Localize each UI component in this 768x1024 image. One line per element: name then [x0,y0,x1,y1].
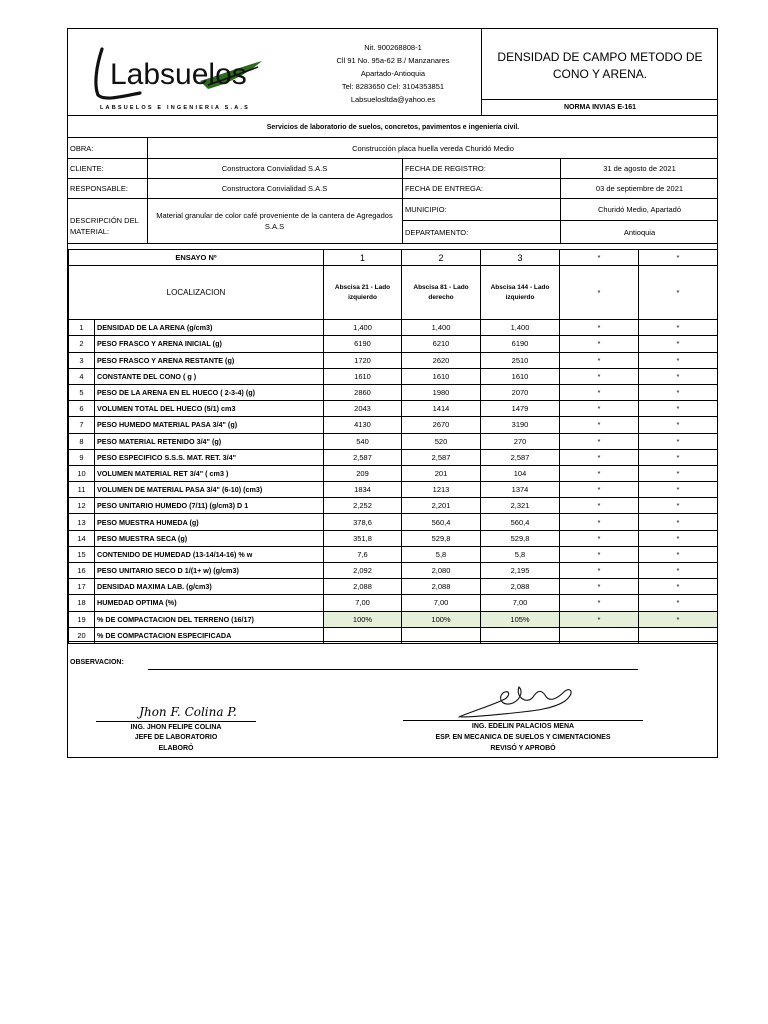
row-parameter: PESO MUESTRA SECA (g) [95,530,324,546]
localizacion-value: * [639,266,718,320]
row-value: * [560,563,639,579]
report-sheet [67,28,718,758]
row-number: 20 [69,627,95,643]
ensayo-label: ENSAYO Nº [69,250,324,266]
ensayo-number: 3 [481,250,560,266]
row-parameter: PESO MUESTRA HUMEDA (g) [95,514,324,530]
row-value: 1720 [324,352,402,368]
ensayo-number: * [639,250,718,266]
row-number: 15 [69,546,95,562]
row-parameter: PESO FRASCO Y ARENA INICIAL (g) [95,336,324,352]
table-row [69,546,718,562]
row-parameter: PESO ESPECIFICO S.S.S. MAT. RET. 3/4" [95,449,324,465]
row-value: 2,587 [402,449,481,465]
row-number: 1 [69,320,95,336]
row-value: * [639,465,718,481]
signature-scribble-icon [453,681,583,721]
departamento-label: DEPARTAMENTO: [405,227,469,237]
company-city: Apartado-Antioquia [360,69,426,78]
row-value: 7,00 [324,595,402,611]
row-value: 2510 [481,352,560,368]
row-value: 560,4 [402,514,481,530]
table-row [69,514,718,530]
localizacion-value: Abscisa 81 - Lado derecho [402,266,481,320]
row-value: * [639,336,718,352]
responsable-label: RESPONSABLE: [70,184,128,193]
row-value: 6190 [324,336,402,352]
row-number: 8 [69,433,95,449]
row-value: * [639,579,718,595]
departamento-value: Antioquia [623,227,656,237]
row-parameter: DENSIDAD DE LA ARENA (g/cm3) [95,320,324,336]
row-parameter: HUMEDAD OPTIMA (%) [95,595,324,611]
row-value: * [560,336,639,352]
row-value: 1610 [481,368,560,384]
row-value: * [560,595,639,611]
row-parameter: % DE COMPACTACION ESPECIFICADA [95,627,324,643]
row-value: * [639,546,718,562]
row-value: 2,201 [402,498,481,514]
row-parameter: VOLUMEN MATERIAL RET 3/4" ( cm3 ) [95,465,324,481]
row-value: 2,088 [402,579,481,595]
descripcion-label: DESCRIPCIÓN DEL MATERIAL: [70,216,139,236]
row-value: 105% [481,611,560,627]
row-parameter: VOLUMEN TOTAL DEL HUECO (5/1) cm3 [95,401,324,417]
row-value: 1610 [402,368,481,384]
table-row [69,611,718,627]
company-logo [80,37,270,115]
row-value: 270 [481,433,560,449]
row-value: 1374 [481,482,560,498]
row-value: * [639,449,718,465]
row-value: 6210 [402,336,481,352]
row-value: 529,8 [481,530,560,546]
row-parameter: CONSTANTE DEL CONO ( g ) [95,368,324,384]
row-value: * [560,417,639,433]
row-value: 100% [324,611,402,627]
left-signature-script: Jhon F. Colina P. [139,705,237,719]
fecha-entrega-value: 03 de septiembre de 2021 [595,184,684,193]
row-value: * [560,530,639,546]
svg-text:Labsuelos: Labsuelos [110,58,247,91]
row-parameter: PESO HUMEDO MATERIAL PASA 3/4" (g) [95,417,324,433]
cliente-value: Constructora Convialidad S.A.S [221,164,328,173]
row-parameter: PESO FRASCO Y ARENA RESTANTE (g) [95,352,324,368]
fecha-registro-value: 31 de agosto de 2021 [603,164,676,173]
row-value: * [560,514,639,530]
row-number: 13 [69,514,95,530]
obra-label: OBRA: [70,143,94,153]
row-value: 2043 [324,401,402,417]
descripcion-value: Material granular de color café proveniente de la cantera de Agregados S.A.S [156,211,393,231]
row-number: 5 [69,384,95,400]
table-row [69,352,718,368]
municipio-value: Churidó Medio, Apartadó [598,204,681,214]
row-value: 4130 [324,417,402,433]
row-value: 5,8 [402,546,481,562]
row-value: 1479 [481,401,560,417]
row-value: 2,088 [324,579,402,595]
observacion-label: OBSERVACION: [70,658,124,666]
row-value: 2070 [481,384,560,400]
row-value: 2,252 [324,498,402,514]
row-number: 11 [69,482,95,498]
table-row [69,563,718,579]
table-row [69,417,718,433]
left-signer-action: ELABORÓ [158,744,194,752]
row-number: 4 [69,368,95,384]
row-parameter: PESO DE LA ARENA EN EL HUECO ( 2-3-4) (g) [95,384,324,400]
row-value: 100% [402,611,481,627]
row-number: 14 [69,530,95,546]
row-value: 6190 [481,336,560,352]
row-value: * [560,449,639,465]
row-value: 201 [402,465,481,481]
row-value: * [560,482,639,498]
row-value: 104 [481,465,560,481]
row-value: * [560,352,639,368]
row-value: 378,6 [324,514,402,530]
row-value: * [639,563,718,579]
table-row [69,449,718,465]
doc-title: DENSIDAD DE CAMPO METODO DE CONO Y ARENA. [497,50,703,81]
right-signer-role: ESP. EN MECANICA DE SUELOS Y CIMENTACIONES [435,733,611,741]
row-value: * [639,611,718,627]
row-value: * [560,401,639,417]
row-value: * [639,514,718,530]
row-parameter: PESO UNITARIO SECO D 1/(1+ w) (g/cm3) [95,563,324,579]
row-value: * [560,320,639,336]
ensayo-number: * [560,250,639,266]
company-contact [303,41,483,111]
table-row [69,465,718,481]
row-value: * [639,595,718,611]
row-number: 18 [69,595,95,611]
row-number: 6 [69,401,95,417]
row-value: * [639,498,718,514]
localizacion-label: LOCALIZACION [69,266,324,320]
row-number: 2 [69,336,95,352]
doc-norma: NORMA INVIAS E-161 [563,104,637,111]
row-parameter: PESO MATERIAL RETENIDO 3/4" (g) [95,433,324,449]
table-row [69,595,718,611]
row-value: 2,080 [402,563,481,579]
logo-graphic [80,37,270,107]
row-value: 1,400 [324,320,402,336]
row-value: 2620 [402,352,481,368]
company-address: Cll 91 No. 95a-62 B./ Manzanares [336,56,450,65]
row-number: 12 [69,498,95,514]
ensayo-number: 1 [324,250,402,266]
row-value: 2,587 [324,449,402,465]
row-value: * [639,368,718,384]
row-value: 1834 [324,482,402,498]
row-value: 540 [324,433,402,449]
row-value: 2,088 [481,579,560,595]
row-value: 7,00 [402,595,481,611]
table-row [69,498,718,514]
row-value: 2,195 [481,563,560,579]
fecha-entrega-label: FECHA DE ENTREGA: [405,184,483,193]
right-signature [453,681,583,721]
localizacion-row [69,266,718,320]
localizacion-value: Abscisa 21 - Lado izquierdo [324,266,402,320]
left-signer-role: JEFE DE LABORATORIO [134,733,218,741]
table-row [69,579,718,595]
row-value: * [639,401,718,417]
cliente-label: CLIENTE: [70,164,104,173]
company-email: Labsuelosltda@yahoo.es [350,95,436,104]
row-value: 1213 [402,482,481,498]
row-value: 2860 [324,384,402,400]
left-signature [123,701,253,723]
row-value: 2,092 [324,563,402,579]
table-row [69,401,718,417]
fecha-registro-label: FECHA DE REGISTRO: [405,164,486,173]
row-value: 209 [324,465,402,481]
row-value: * [639,320,718,336]
logo-tagline: LABSUELOS E INGENIERIA S.A.S [99,105,251,111]
company-nit: Nit. 900268808-1 [364,43,422,52]
row-value: 3190 [481,417,560,433]
table-row [69,384,718,400]
row-value: * [560,465,639,481]
results-table [68,249,718,644]
row-value: 351,8 [324,530,402,546]
row-value: * [639,530,718,546]
row-value: * [639,433,718,449]
table-row [69,336,718,352]
row-number: 16 [69,563,95,579]
row-value: 520 [402,433,481,449]
obra-value: Construcción placa huella vereda Churidó Medio [352,143,514,153]
row-number: 7 [69,417,95,433]
ensayo-number: 2 [402,250,481,266]
table-row [69,433,718,449]
row-value: 1414 [402,401,481,417]
table-row [69,482,718,498]
right-signer-name: ING. EDELIN PALACIOS MENA [471,722,575,730]
row-value: 1980 [402,384,481,400]
row-number: 17 [69,579,95,595]
row-number: 10 [69,465,95,481]
row-value: * [560,368,639,384]
row-value: 1610 [324,368,402,384]
row-value: * [639,482,718,498]
left-signer-name: ING. JHON FELIPE COLINA [130,723,222,731]
row-value: * [639,352,718,368]
company-phones: Tel: 8283650 Cel: 3104353851 [341,82,445,91]
row-value: * [560,546,639,562]
row-parameter: DENSIDAD MAXIMA LAB. (g/cm3) [95,579,324,595]
row-value: * [639,417,718,433]
table-row [69,320,718,336]
row-parameter: CONTENIDO DE HUMEDAD (13-14/14-16) % w [95,546,324,562]
row-value: 7,00 [481,595,560,611]
table-row [69,368,718,384]
row-value: 2670 [402,417,481,433]
row-parameter: % DE COMPACTACION DEL TERRENO (16/17) [95,611,324,627]
table-row [69,530,718,546]
municipio-label: MUNICIPIO: [405,204,447,214]
company-services: Servicios de laboratorio de suelos, concretos, pavimentos e ingeniería civil. [266,123,520,131]
row-number: 3 [69,352,95,368]
row-value: * [639,384,718,400]
row-value: 5,8 [481,546,560,562]
row-value: 560,4 [481,514,560,530]
row-number: 19 [69,611,95,627]
right-signer-action: REVISÓ Y APROBÓ [490,744,556,752]
ensayo-row [69,250,718,266]
row-value: * [560,579,639,595]
responsable-value: Constructora Convialidad S.A.S [221,184,328,193]
row-value: * [560,498,639,514]
row-value: 2,321 [481,498,560,514]
localizacion-value: Abscisa 144 - Lado izquierdo [481,266,560,320]
row-value: * [560,611,639,627]
row-value: 7,6 [324,546,402,562]
row-parameter: PESO UNITARIO HUMEDO (7/11) (g/cm3) D 1 [95,498,324,514]
row-value: * [560,384,639,400]
row-value: * [560,433,639,449]
row-value: 1,400 [402,320,481,336]
row-number: 9 [69,449,95,465]
row-value: 2,587 [481,449,560,465]
localizacion-value: * [560,266,639,320]
row-value: 529,8 [402,530,481,546]
row-value: 1,400 [481,320,560,336]
row-parameter: VOLUMEN DE MATERIAL PASA 3/4" (6-10) (cm3) [95,482,324,498]
